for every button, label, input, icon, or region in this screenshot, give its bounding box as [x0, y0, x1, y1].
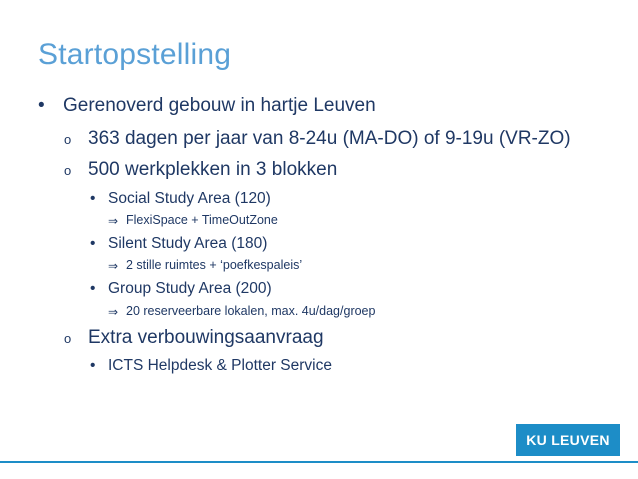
bullet-text: 500 werkplekken in 3 blokken [88, 159, 338, 180]
bullet-marker: • [90, 190, 96, 207]
bullet-text: ICTS Helpdesk & Plotter Service [108, 357, 332, 374]
bullet-marker: • [90, 357, 96, 374]
footer-rule [0, 461, 638, 463]
bullet-text: Extra verbouwingsaanvraag [88, 327, 324, 348]
bullet-marker: o [64, 163, 72, 178]
bullet-text: Silent Study Area (180) [108, 235, 268, 252]
arrow-icon: ⇒ [108, 305, 119, 319]
bullet-text: 20 reserveerbare lokalen, max. 4u/dag/groep [126, 304, 376, 318]
bullet-marker: • [90, 235, 96, 252]
ku-leuven-logo: KU LEUVEN [516, 424, 620, 456]
bullet-marker: • [90, 280, 96, 297]
bullet-text: 2 stille ruimtes + ‘poefkespaleis’ [126, 258, 303, 272]
bullet-marker: o [64, 331, 72, 346]
slide-title: Startopstelling [38, 38, 232, 71]
bullet-text: FlexiSpace + TimeOutZone [126, 213, 278, 227]
bullet-marker: • [38, 95, 45, 116]
bullet-text: Gerenoverd gebouw in hartje Leuven [63, 95, 376, 116]
arrow-icon: ⇒ [108, 214, 119, 228]
bullet-text: 363 dagen per jaar van 8-24u (MA-DO) of 9-19u (VR-ZO) [88, 128, 571, 149]
bullet-marker: o [64, 132, 72, 147]
bullet-text: Group Study Area (200) [108, 280, 272, 297]
bullet-text: Social Study Area (120) [108, 190, 271, 207]
arrow-icon: ⇒ [108, 259, 119, 273]
